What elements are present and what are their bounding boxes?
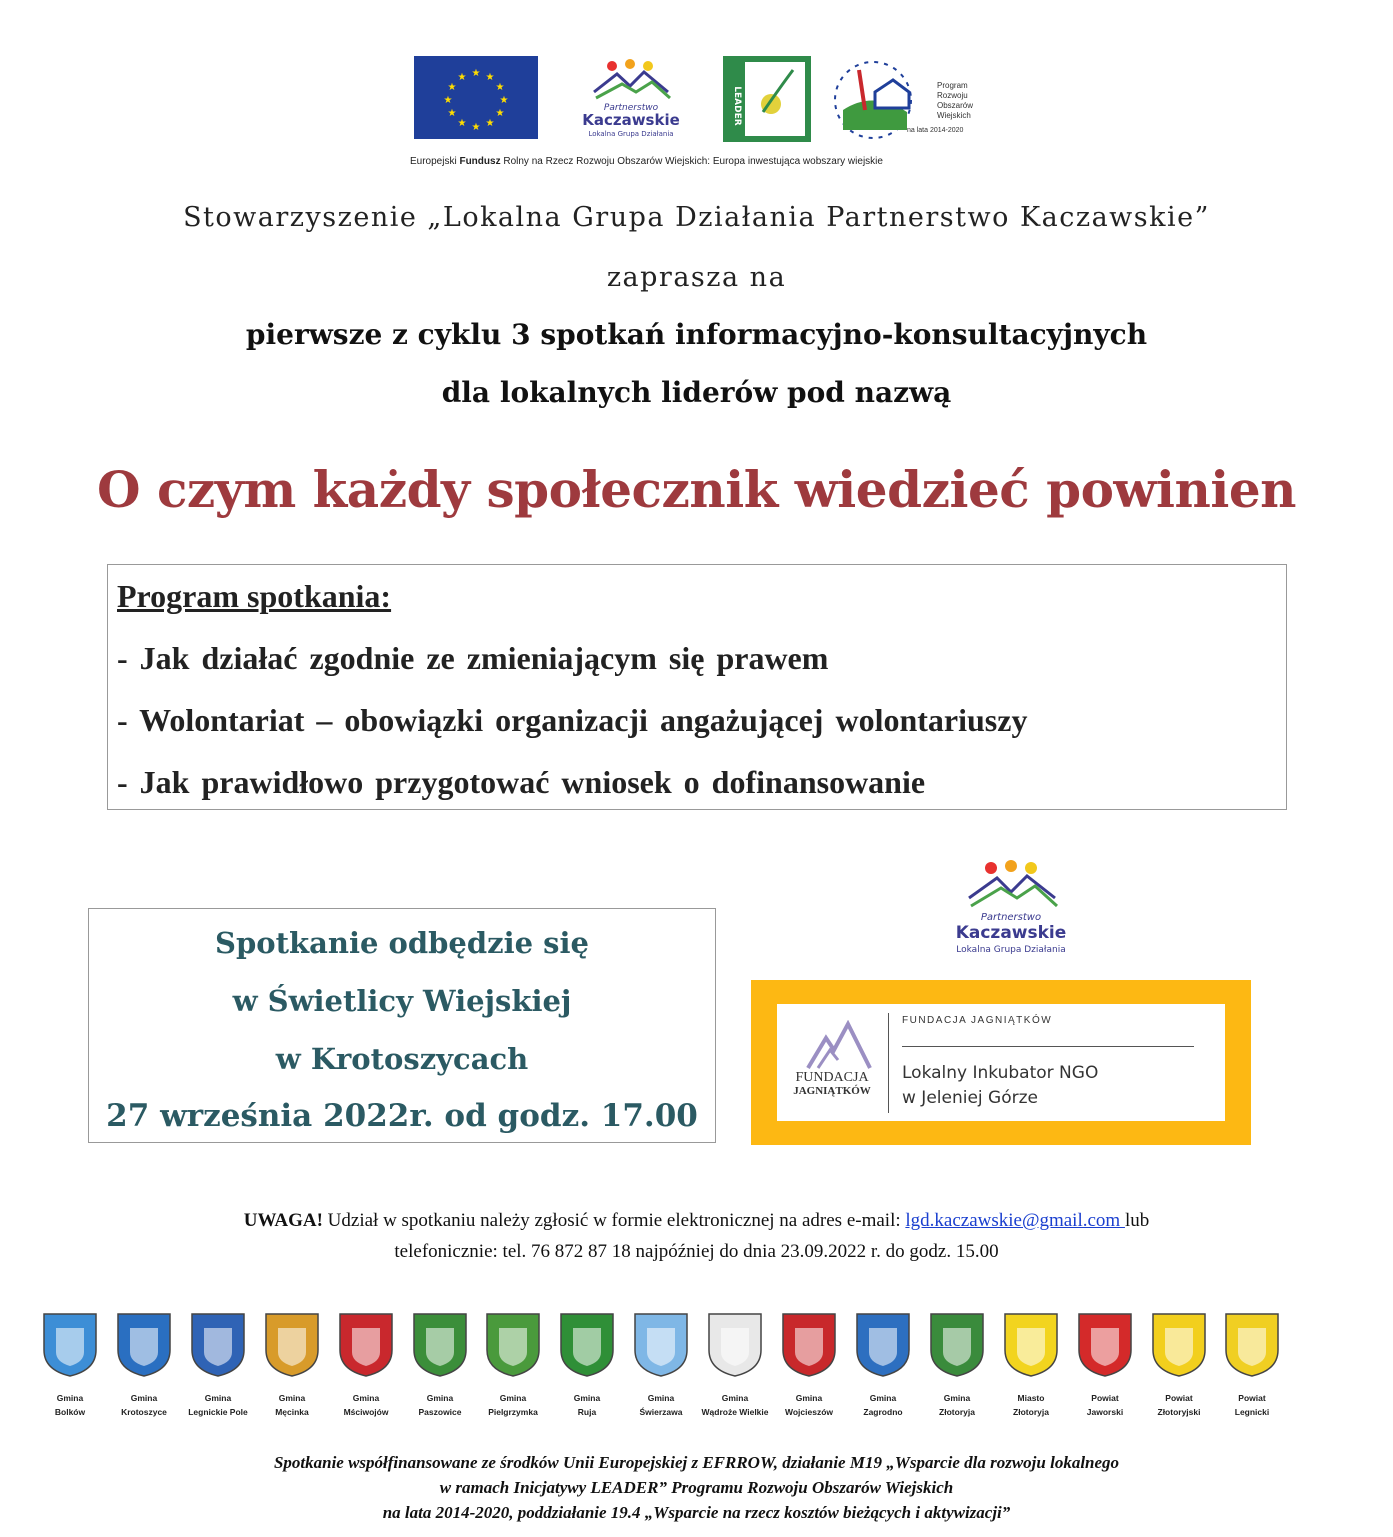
municipality-name: Bolków [54,1407,86,1417]
municipality-type: Gmina [647,1393,675,1403]
svg-text:★: ★ [499,95,509,106]
coat-of-arms-icon [1224,1312,1280,1378]
coat-of-arms-icon [781,1312,837,1378]
mountain-icon [804,1020,874,1074]
svg-text:na lata 2014-2020: na lata 2014-2020 [907,127,964,134]
municipality-type: Gmina [130,1393,158,1403]
partnerstwo-kaczawskie-logo [572,58,690,142]
program-item: - Jak działać zgodnie ze zmieniającym się prawem [117,640,829,676]
svg-text:LEADER: LEADER [732,86,742,126]
municipality-type: Gmina [426,1393,454,1403]
municipality-caption [254,1391,330,1419]
svg-text:★: ★ [485,72,495,83]
fundacja-caption: FUNDACJA JAGNIĄTKÓW [902,1015,1053,1026]
svg-text:Kaczawskie: Kaczawskie [582,111,680,129]
municipality-name: Jaworski [1086,1407,1124,1417]
municipality-caption [106,1391,182,1419]
svg-text:★: ★ [443,95,453,106]
municipality-type: Gmina [278,1393,306,1403]
footer-line-1: Spotkanie współfinansowane ze środków Unii Europejskiej z EFRROW, działanie M19 „Wsparcie dla rozwoju lokalnego [273,1453,1120,1472]
registration-notice: UWAGA! Udział w spotkaniu należy zgłosić w formie elektronicznej na adres e-mail: lgd.kaczawskie@gmail.com lub [243,1210,1150,1231]
coat-of-arms-icon [190,1312,246,1378]
municipality-caption [1067,1391,1143,1419]
svg-text:★: ★ [471,68,481,79]
municipality-caption [1141,1391,1217,1419]
svg-text:Program: Program [937,81,968,90]
program-item: - Wolontariat – obowiązki organizacji angażującej wolontariuszy [117,702,1028,738]
municipality-name: Pielgrzymka [488,1407,538,1417]
municipality-caption [32,1391,108,1419]
fundacja-divider [888,1013,889,1113]
fundacja-logo-line2: JAGNIĄTKÓW [793,1085,871,1097]
municipality-name: Legnicki [1234,1407,1270,1417]
venue-line: Spotkanie odbędzie się [215,926,589,960]
municipality-caption [919,1391,995,1419]
coat-of-arms-icon [559,1312,615,1378]
coat-of-arms-icon [412,1312,468,1378]
svg-text:★: ★ [447,82,457,93]
municipality-caption [180,1391,256,1419]
footer-line-3: na lata 2014-2020, poddziałanie 19.4 „Wsparcie na rzecz kosztów bieżących i aktywizacji” [382,1503,1011,1522]
venue-date: 27 września 2022r. od godz. 17.00 [106,1098,698,1134]
municipality-name: Męcinka [275,1407,309,1417]
svg-text:Partnerstwo: Partnerstwo [980,912,1042,923]
municipality-type: Gmina [56,1393,84,1403]
email-link[interactable]: lgd.kaczawskie@gmail.com [905,1210,1125,1231]
municipality-caption [771,1391,847,1419]
municipality-caption [402,1391,478,1419]
svg-text:Lokalna Grupa Działania: Lokalna Grupa Działania [956,945,1066,955]
svg-text:★: ★ [447,108,457,119]
fundacja-name-line2: w Jeleniej Górze [902,1088,1038,1108]
municipality-type: Powiat [1091,1393,1119,1403]
coat-of-arms-icon [1151,1312,1207,1378]
program-heading: Program spotkania: [117,578,392,614]
coat-of-arms-icon [338,1312,394,1378]
association-name: Stowarzyszenie „Lokalna Grupa Działania Partnerstwo Kaczawskie” [183,202,1210,233]
coat-of-arms-icon [633,1312,689,1378]
municipality-name: Świerzawa [639,1407,683,1417]
svg-text:★: ★ [471,122,481,133]
venue-line: w Świetlicy Wiejskiej [232,984,572,1018]
municipality-caption [623,1391,699,1419]
municipality-caption [697,1391,773,1419]
municipality-name: Złotoryja [1013,1407,1049,1417]
leader-logo [723,56,811,142]
municipality-name: Wądroże Wielkie [701,1407,769,1417]
fundacja-name-line1: Lokalny Inkubator NGO [902,1063,1099,1083]
municipality-name: Paszowice [418,1407,462,1417]
svg-text:Obszarów: Obszarów [937,101,974,110]
municipality-type: Gmina [869,1393,897,1403]
municipality-type: Gmina [721,1393,749,1403]
municipality-caption [328,1391,404,1419]
municipality-name: Wojcieszów [784,1407,834,1417]
invites-text: zaprasza na [606,262,787,293]
municipality-caption [1214,1391,1290,1419]
coat-of-arms-icon [42,1312,98,1378]
footer-line-2: w ramach Inicjatywy LEADER” Programu Rozwoju Obszarów Wiejskich [439,1478,954,1497]
svg-text:★: ★ [495,108,505,119]
svg-text:Wiejskich: Wiejskich [937,111,971,120]
coat-of-arms-icon [264,1312,320,1378]
registration-phone: telefonicznie: tel. 76 872 87 18 najpóźniej do dnia 23.09.2022 r. do godz. 15.00 [394,1241,999,1262]
municipality-type: Miasto [1017,1393,1045,1403]
municipality-name: Złotoryja [939,1407,975,1417]
svg-text:★: ★ [495,82,505,93]
svg-text:★: ★ [457,72,467,83]
program-item: - Jak prawidłowo przygotować wniosek o dofinansowanie [117,764,926,800]
municipality-type: Gmina [352,1393,380,1403]
eu-stars-icon [414,56,538,139]
svg-text:★: ★ [485,118,495,129]
subtitle-line-1: pierwsze z cyklu 3 spotkań informacyjno-konsultacyjnych [245,318,1148,351]
municipality-caption [845,1391,921,1419]
coat-of-arms-icon [707,1312,763,1378]
coat-of-arms-icon [485,1312,541,1378]
municipality-caption [475,1391,551,1419]
event-title: O czym każdy społecznik wiedzieć powinien [97,460,1296,519]
municipality-type: Gmina [795,1393,823,1403]
prow-logo [823,50,983,142]
svg-text:Rozwoju: Rozwoju [937,91,968,100]
coat-of-arms-icon [1003,1312,1059,1378]
venue-line: w Krotoszycach [275,1042,529,1076]
svg-text:Partnerstwo: Partnerstwo [603,103,659,113]
svg-text:Kaczawskie: Kaczawskie [955,923,1067,943]
fundacja-logo-line1: FUNDACJA [795,1070,869,1085]
notice-label: UWAGA! [243,1210,323,1231]
municipality-type: Gmina [943,1393,971,1403]
municipality-caption [993,1391,1069,1419]
coat-of-arms-icon [116,1312,172,1378]
municipality-type: Gmina [499,1393,527,1403]
municipality-caption [549,1391,625,1419]
municipality-type: Gmina [204,1393,232,1403]
coat-of-arms-icon [855,1312,911,1378]
municipality-type: Powiat [1238,1393,1266,1403]
municipality-name: Krotoszyce [121,1407,167,1417]
municipality-type: Gmina [573,1393,601,1403]
eu-flag-logo [414,56,538,139]
coat-of-arms-icon [929,1312,985,1378]
eu-funding-strapline: Europejski Fundusz Rolny na Rzecz Rozwoju Obszarów Wiejskich: Europa inwestująca wobszary wiejskie [410,156,883,167]
subtitle-line-2: dla lokalnych liderów pod nazwą [441,376,952,409]
fundacja-rule [902,1046,1194,1047]
svg-text:★: ★ [457,118,467,129]
municipality-name: Mściwojów [343,1407,389,1417]
coat-of-arms-icon [1077,1312,1133,1378]
municipality-name: Ruja [577,1407,597,1417]
svg-text:Lokalna Grupa Działania: Lokalna Grupa Działania [588,130,674,138]
municipality-type: Powiat [1165,1393,1193,1403]
municipality-name: Zagrodno [863,1407,903,1417]
municipality-name: Legnickie Pole [188,1407,248,1417]
municipality-name: Złotoryjski [1157,1407,1201,1417]
partnerstwo-kaczawskie-logo [945,858,1077,958]
